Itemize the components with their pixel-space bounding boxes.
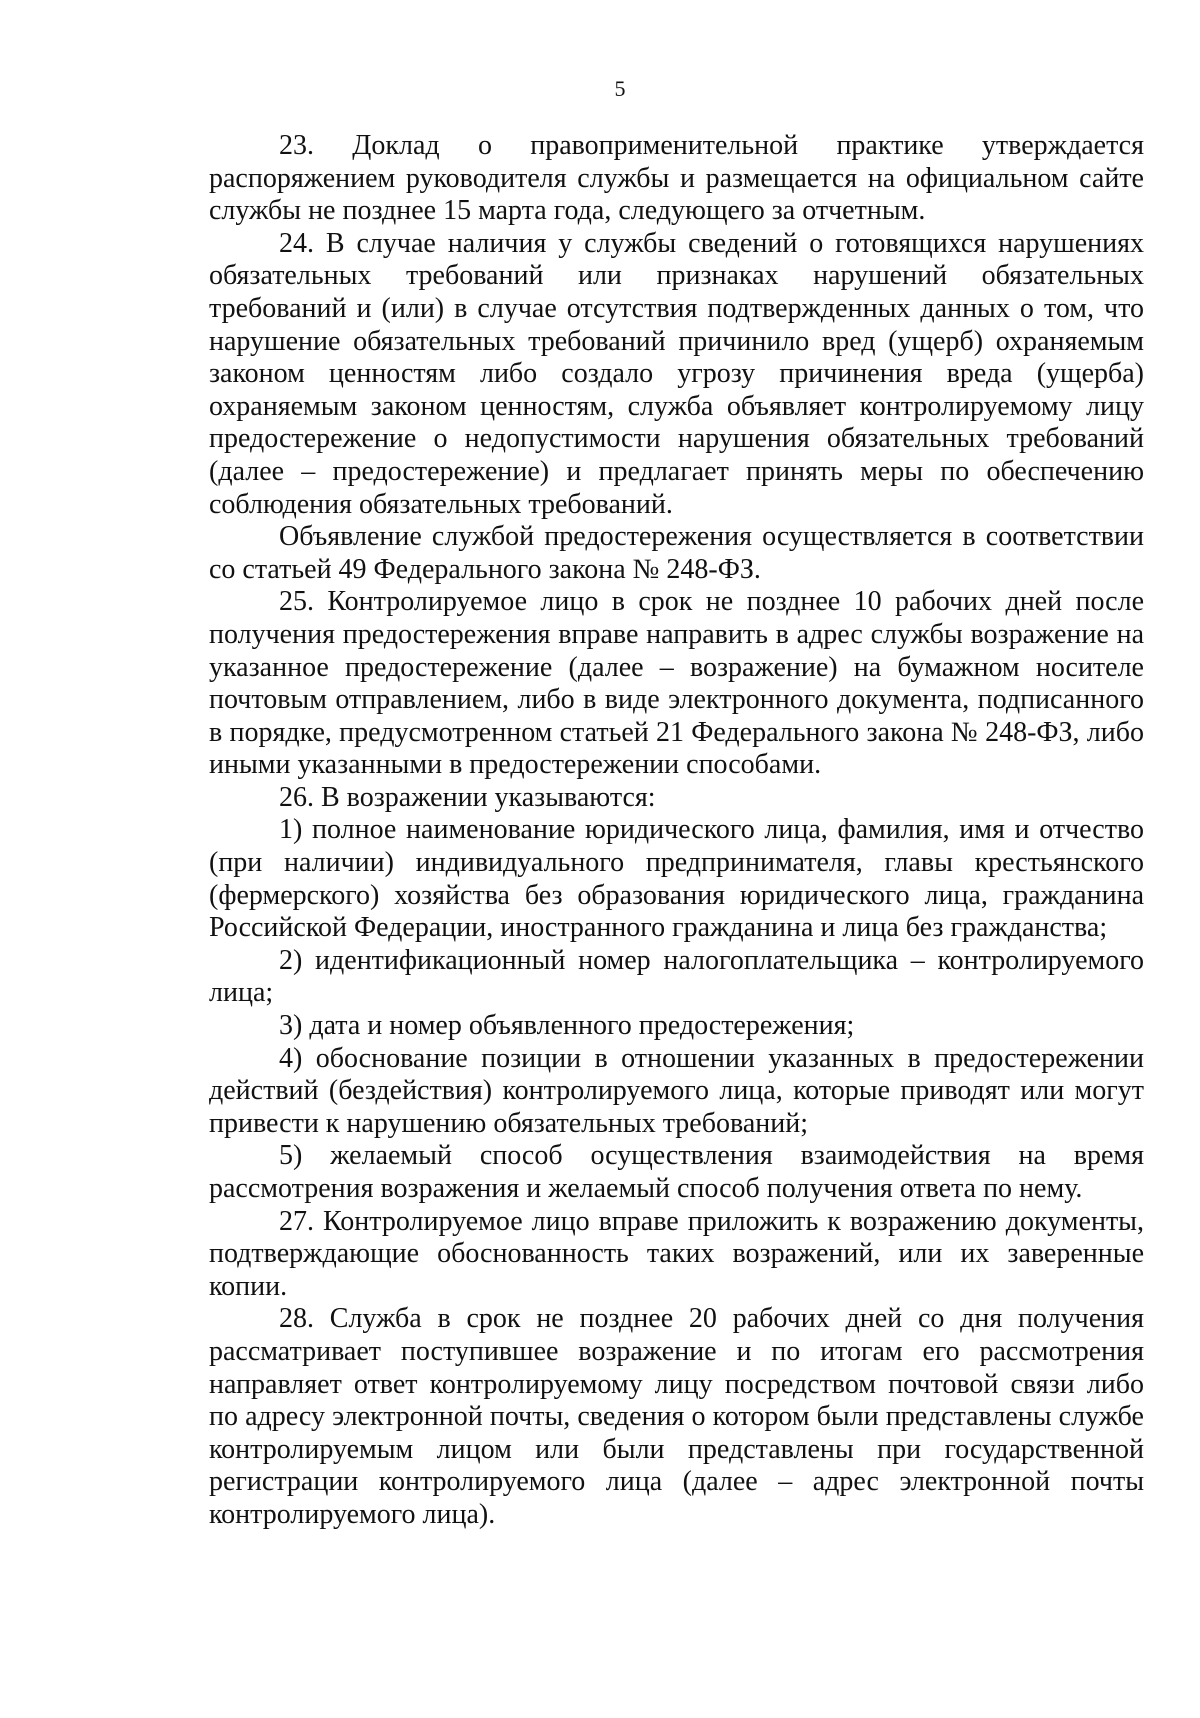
paragraph-warning-announcement: Объявление службой предостережения осуществляется в соответствии со статьей 49 Федерального закона № 248-ФЗ. xyxy=(209,521,1144,585)
document-body xyxy=(209,130,1144,1532)
list-item-5: 5) желаемый способ осуществления взаимодействия на время рассмотрения возражения и желаемый способ получения ответа по нему. xyxy=(209,1140,1144,1204)
paragraph-26: 26. В возражении указываются: xyxy=(279,781,656,813)
paragraph-23: 23. Доклад о правоприменительной практике утверждается распоряжением руководителя службы и размещается на официальном сайте службы не позднее 15 марта года, следующего за отчетным. xyxy=(209,130,1144,227)
list-item-3: 3) дата и номер объявленного предостережения; xyxy=(279,1010,855,1042)
paragraph-24: 24. В случае наличия у службы сведений о готовящихся нарушениях обязательных требований или признаках нарушений обязательных требований и (или) в случае отсутствия подтвержденных данных о том, что нарушение обязательных требований причинило вред (ущерб) охраняемым законом ценностям либо создало угрозу причинения вреда (ущерба) охраняемым законом ценностям, служба объявляет контролируемому лицу предостережение о недопустимости нарушения обязательных требований (далее – предостережение) и предлагает принять меры по обеспечению соблюдения обязательных требований. xyxy=(209,227,1144,520)
list-item-1: 1) полное наименование юридического лица, фамилия, имя и отчество (при наличии) индивидуального предпринимателя, главы крестьянского (фермерского) хозяйства без образования юридического лица, гражданина Российской Федерации, иностранного гражданина и лица без гражданства; xyxy=(209,814,1144,944)
page-number: 5 xyxy=(614,76,626,101)
paragraph-27: 27. Контролируемое лицо вправе приложить к возражению документы, подтверждающие обоснованность таких возражений, или их заверенные копии. xyxy=(209,1205,1144,1302)
list-item-2: 2) идентификационный номер налогоплательщика – контролируемого лица; xyxy=(209,944,1144,1009)
paragraph-25: 25. Контролируемое лицо в срок не позднее 10 рабочих дней после получения предостережения вправе направить в адрес службы возражение на указанное предостережение (далее – возражение) на бумажном носителе почтовым отправлением, либо в виде электронного документа, подписанного в порядке, предусмотренном статьей 21 Федерального закона № 248-ФЗ, либо иными указанными в предостережении способами. xyxy=(209,586,1144,781)
paragraph-28: 28. Служба в срок не позднее 20 рабочих дней со дня получения рассматривает поступившее возражение и по итогам его рассмотрения направляет ответ контролируемому лицу посредством почтовой связи либо по адресу электронной почты, сведения о котором были представлены службе контролируемым лицом или были представлены при государственной регистрации контролируемого лица (далее – адрес электронной почты контролируемого лица). xyxy=(209,1303,1144,1530)
list-item-4: 4) обоснование позиции в отношении указанных в предостережении действий (бездействия) контролируемого лица, которые приводят или могут привести к нарушению обязательных требований; xyxy=(209,1042,1144,1139)
